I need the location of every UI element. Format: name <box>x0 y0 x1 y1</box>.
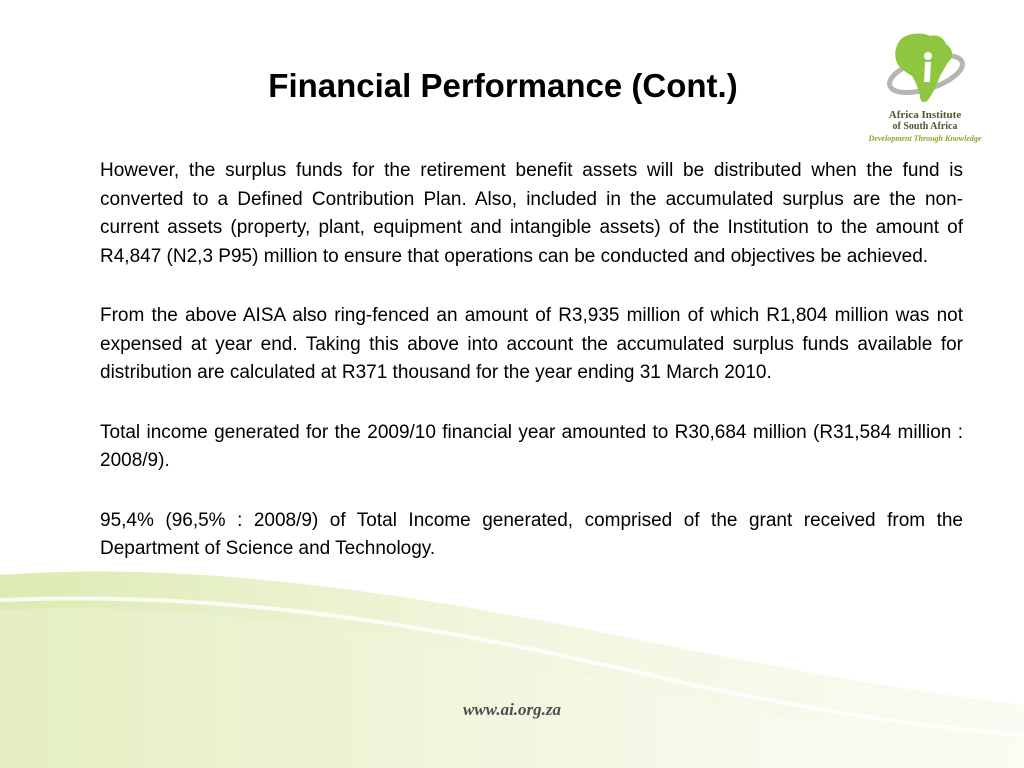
africa-map-info-icon <box>882 30 970 110</box>
slide-title: Financial Performance (Cont.) <box>268 67 738 104</box>
aisa-logo <box>858 30 992 148</box>
slide-body <box>100 157 963 595</box>
paragraph: 95,4% (96,5% : 2008/9) of Total Income generated, comprised of the grant received from the Department of Science and Technology. <box>100 509 963 559</box>
paragraph: Total income generated for the 2009/10 financial year amounted to R30,684 million (R31,584 million : 2008/9). <box>100 421 963 471</box>
logo-name-line1: Africa Institute <box>888 109 962 121</box>
paragraph: From the above AISA also ring-fenced an amount of R3,935 million of which R1,804 million was not expensed at year end. Taking this above into account the accumulated surplus funds available for distribution are calculated at R371 thousand for the year ending 31 March 2010. <box>100 305 963 383</box>
paragraph: However, the surplus funds for the retirement benefit assets will be distributed when the fund is converted to a Defined Contribution Plan. Also, included in the accumulated surplus are the non-current assets (property, plant, equipment and intangible assets) of the Institution to the amount of R4,847 (N2,3 P95) million to ensure that operations can be conducted and objectives be achieved. <box>100 160 963 267</box>
logo-tagline: Development Through Knowledge <box>868 134 982 143</box>
footer-url[interactable]: www.ai.org.za <box>462 700 562 719</box>
logo-name-line2: of South Africa <box>892 121 958 132</box>
